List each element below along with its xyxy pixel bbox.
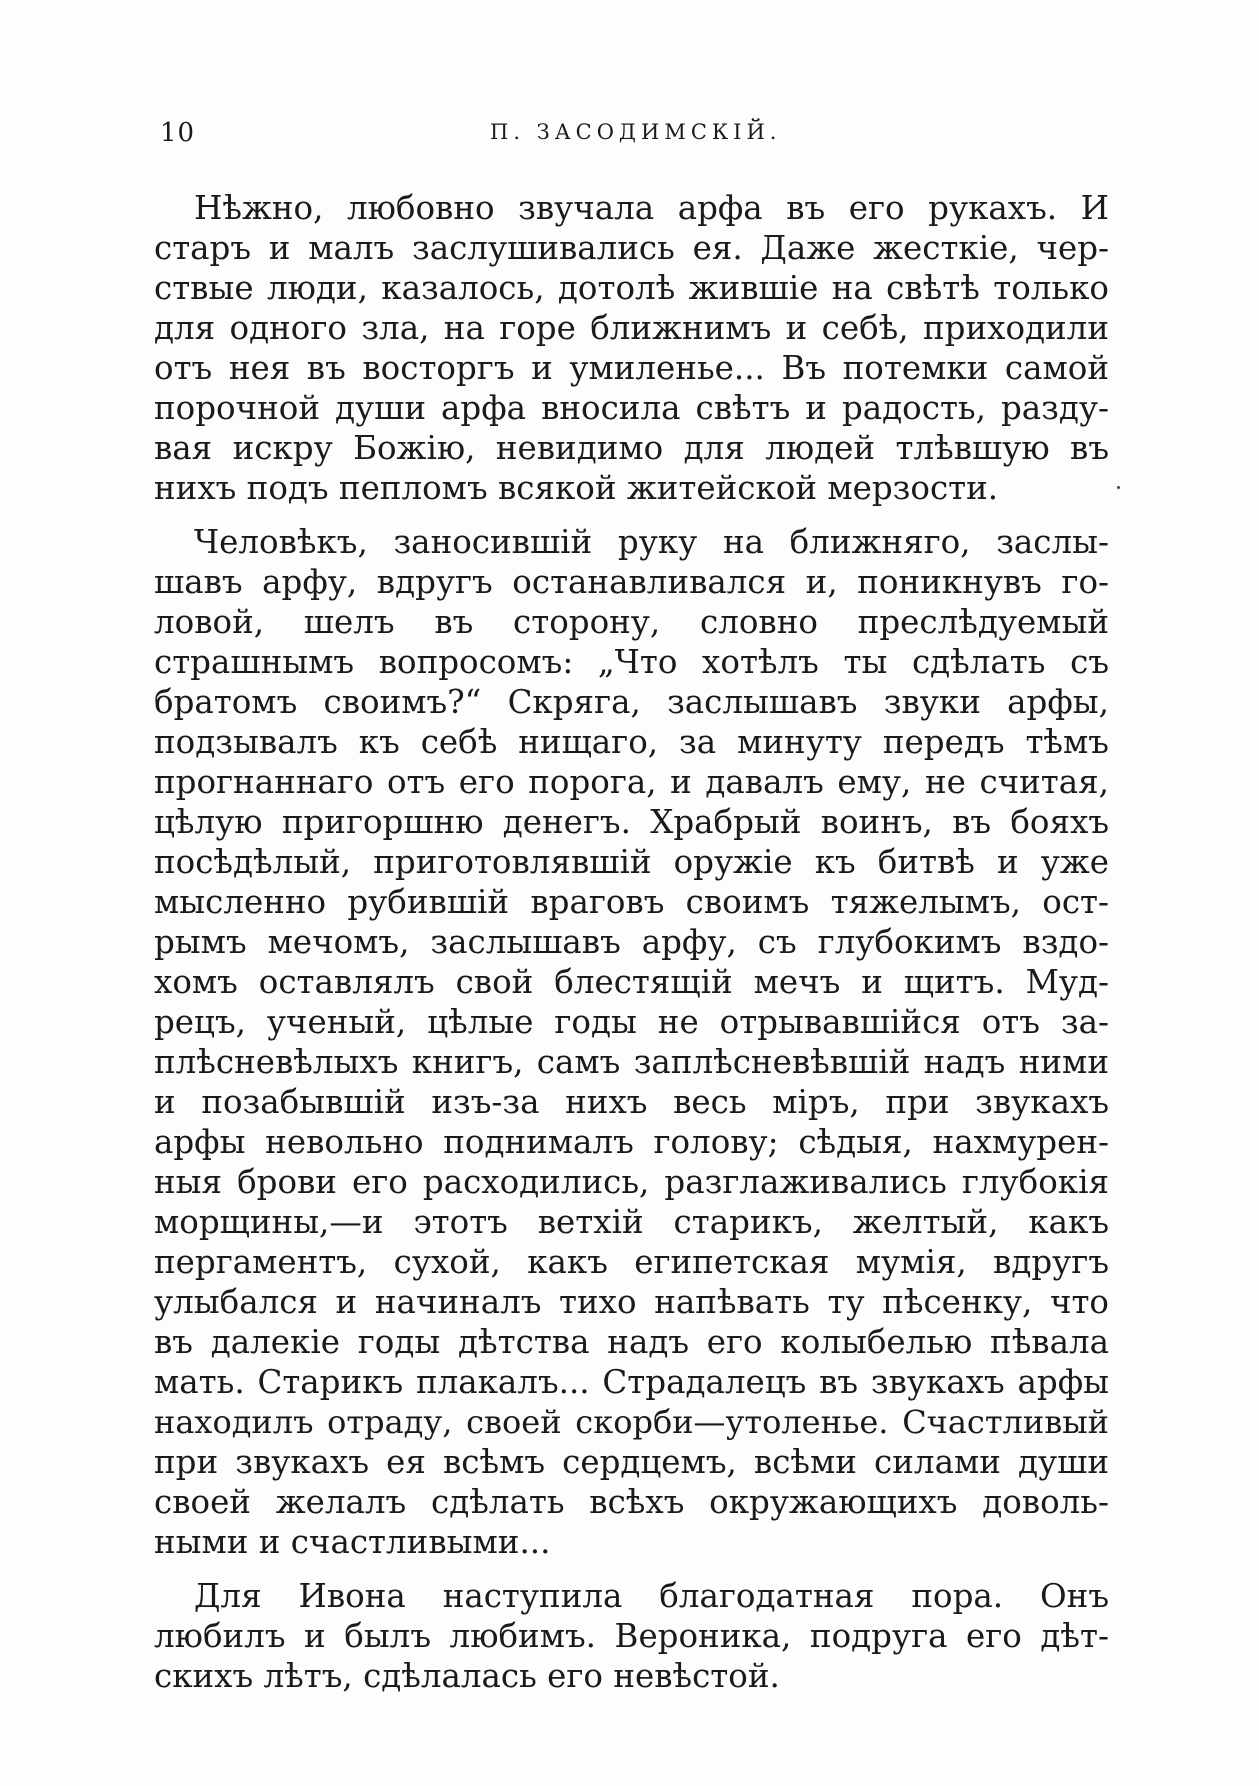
text-line: нихъ подъ пепломъ всякой житейской мерзости. [154, 469, 999, 507]
text-line: Нѣжно, любовно звучала арфа въ его рукахъ. И [194, 189, 1109, 227]
body-text [154, 188, 1109, 1710]
text-line: старъ и малъ заслушивались ея. Даже жесткіе, чер- [154, 229, 1109, 267]
text-line: пергаментъ, сухой, какъ египетская мумія, вдругъ [154, 1243, 1109, 1281]
text-line: морщины,—и этотъ ветхій старикъ, желтый, какъ [154, 1203, 1109, 1241]
running-head [160, 118, 1100, 148]
text-line: рецъ, ученый, цѣлые годы не отрывавшійся отъ за- [154, 1003, 1109, 1041]
text-line: арфы невольно поднималъ голову; сѣдыя, нахмурен- [154, 1123, 1109, 1161]
text-line: мать. Старикъ плакалъ... Страдалецъ въ звукахъ арфы [154, 1363, 1109, 1401]
text-line: любилъ и былъ любимъ. Вероника, подруга его дѣт- [154, 1617, 1109, 1655]
text-line: въ далекіе годы дѣтства надъ его колыбелью пѣвала [154, 1323, 1109, 1361]
text-line: шавъ арфу, вдругъ останавливался и, поникнувъ го- [154, 563, 1109, 601]
text-line: находилъ отраду, своей скорби—утоленье. Счастливый [154, 1403, 1109, 1441]
text-line: ными и счастливыми... [154, 1523, 551, 1561]
text-line: прогнаннаго отъ его порога, и давалъ ему, не считая, [154, 763, 1109, 801]
text-line: рымъ мечомъ, заслышавъ арфу, съ глубокимъ вздо- [154, 923, 1109, 961]
text-line: подзывалъ къ себѣ нищаго, за минуту передъ тѣмъ [154, 723, 1109, 761]
text-line: плѣсневѣлыхъ книгъ, самъ заплѣсневѣвшій надъ ними [154, 1043, 1109, 1081]
text-line: улыбался и начиналъ тихо напѣвать ту пѣсенку, что [154, 1283, 1109, 1321]
text-line: ныя брови его расходились, разглаживались глубокія [154, 1163, 1109, 1201]
paragraph-2 [154, 522, 1109, 1562]
text-line: братомъ своимъ?“ Скряга, заслышавъ звуки арфы, [154, 683, 1109, 721]
text-line: Для Ивона наступила благодатная пора. Онъ [194, 1577, 1109, 1615]
text-line: своей желалъ сдѣлать всѣхъ окружающихъ доволь- [154, 1483, 1109, 1521]
print-speck [1117, 486, 1120, 489]
text-line: ствые люди, казалось, дотолѣ жившіе на свѣтѣ только [154, 269, 1109, 307]
text-line: хомъ оставлялъ свой блестящій мечъ и щитъ. Муд- [154, 963, 1109, 1001]
paragraph-3 [154, 1576, 1109, 1696]
text-line: при звукахъ ея всѣмъ сердцемъ, всѣми силами души [154, 1443, 1109, 1481]
page-number: 10 [160, 118, 196, 148]
text-line: мысленно рубившій враговъ своимъ тяжелымъ, ост- [154, 883, 1109, 921]
text-line: порочной души арфа вносила свѣтъ и радость, разду- [154, 389, 1109, 427]
text-line: страшнымъ вопросомъ: „Что хотѣлъ ты сдѣлать съ [154, 643, 1109, 681]
paragraph-1 [154, 188, 1109, 508]
text-line: Человѣкъ, заносившій руку на ближняго, заслы- [194, 523, 1109, 561]
text-line: для одного зла, на горе ближнимъ и себѣ, приходили [154, 309, 1109, 347]
text-line: вая искру Божію, невидимо для людей тлѣвшую въ [154, 429, 1109, 467]
text-line: цѣлую пригоршню денегъ. Храбрый воинъ, въ бояхъ [154, 803, 1109, 841]
text-line: посѣдѣлый, приготовлявшій оружіе къ битвѣ и уже [154, 843, 1109, 881]
text-line: и позабывшій изъ-за нихъ весь міръ, при звукахъ [154, 1083, 1109, 1121]
running-title: П. ЗАСОДИМСКІЙ. [490, 120, 782, 144]
text-line: скихъ лѣтъ, сдѣлалась его невѣстой. [154, 1657, 780, 1695]
text-line: отъ нея въ восторгъ и умиленье... Въ потемки самой [154, 349, 1109, 387]
text-line: ловой, шелъ въ сторону, словно преслѣдуемый [154, 603, 1109, 641]
